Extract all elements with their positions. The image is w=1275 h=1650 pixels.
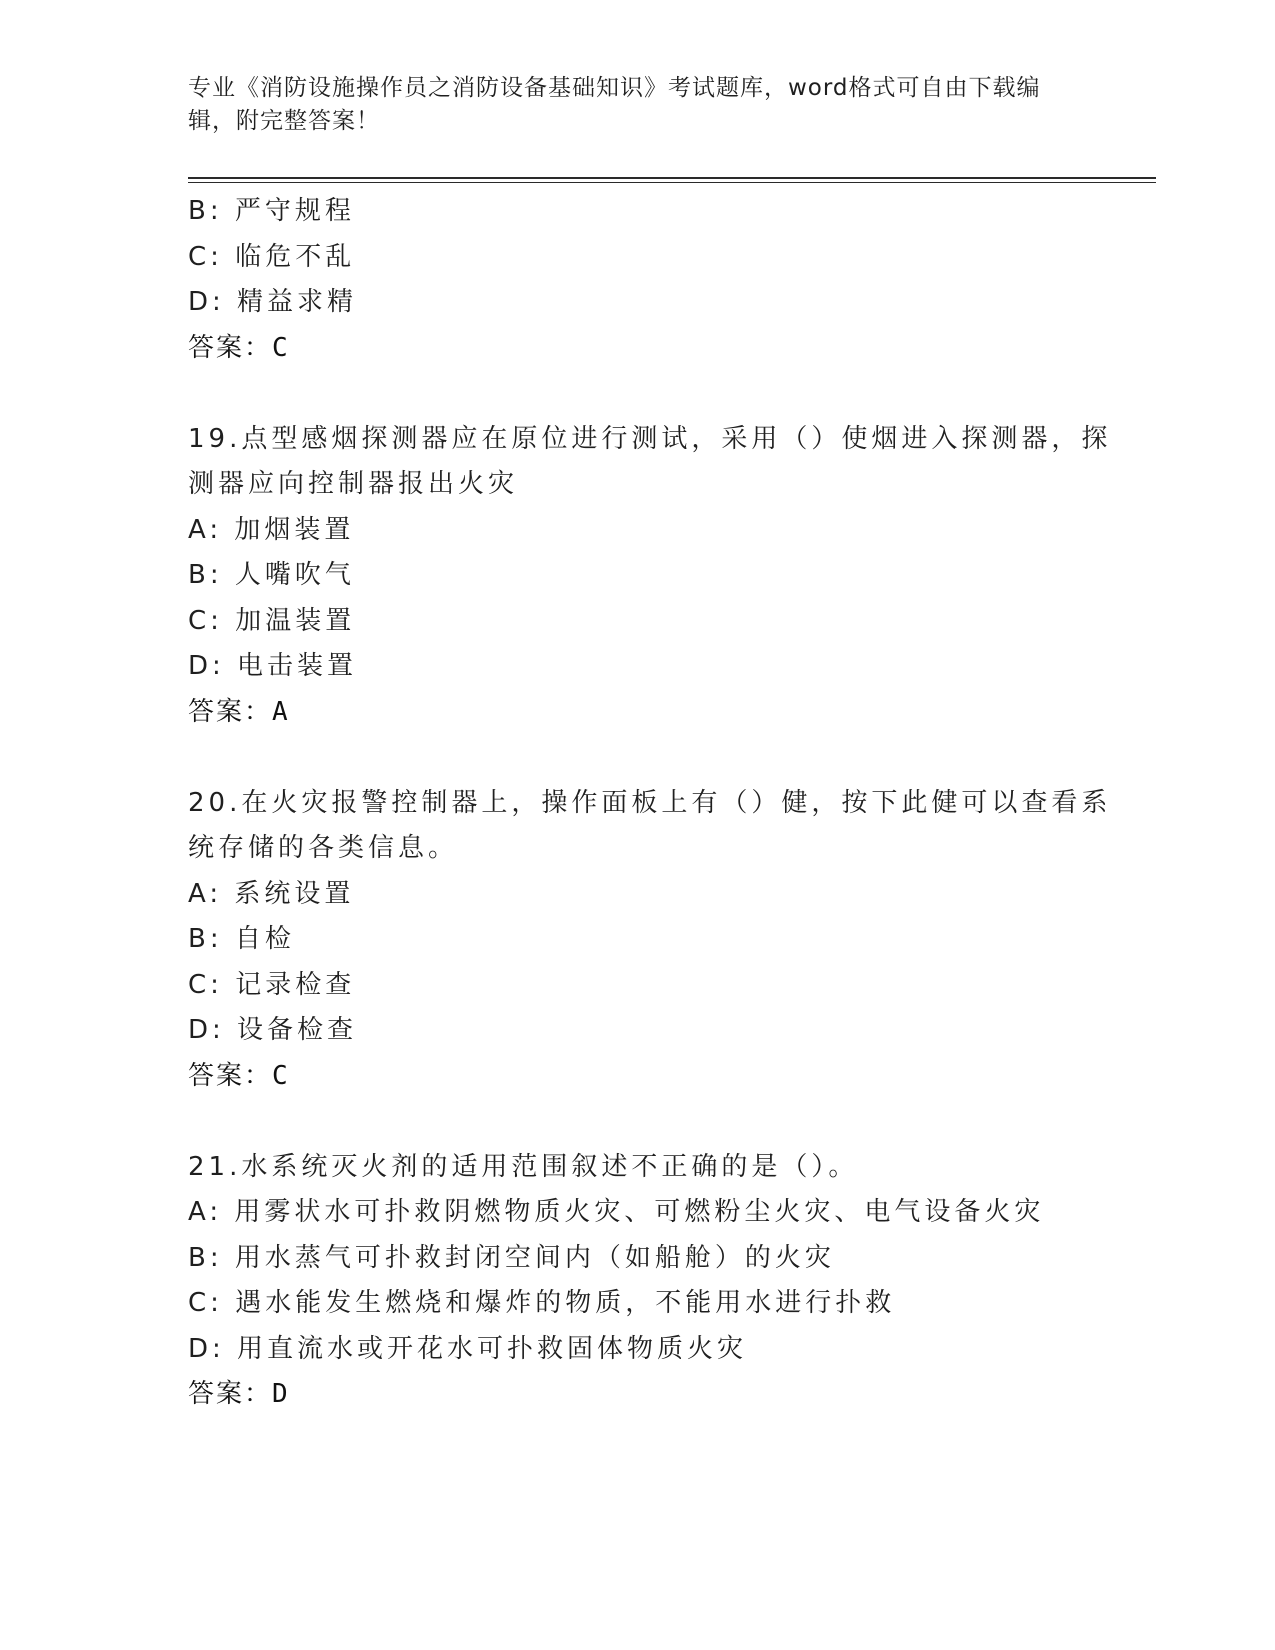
option-label: D: <box>188 1015 225 1045</box>
option-d <box>188 280 1088 326</box>
question-stem-line: 21.水系统灭火剂的适用范围叙述不正确的是（）。 <box>188 1151 859 1182</box>
option-d <box>188 644 1088 690</box>
option-label: A: <box>188 1197 223 1227</box>
option-label: D: <box>188 1333 225 1364</box>
answer-label: 答案： <box>188 1379 273 1409</box>
option-label: C: <box>188 1288 223 1318</box>
option-text: 用水蒸气可扑救封闭空间内（如船舱）的火灾 <box>234 1242 835 1273</box>
answer-line <box>188 1054 1088 1100</box>
option-label: B: <box>188 196 223 226</box>
question-block <box>188 417 1112 736</box>
option-text: 临危不乱 <box>235 241 356 272</box>
option-text: 自检 <box>234 924 295 954</box>
option-label: C: <box>188 241 223 272</box>
header-divider-thin <box>188 182 1156 183</box>
option-d <box>188 1008 1088 1054</box>
option-text: 用直流水或开花水可扑救固体物质火灾 <box>237 1333 748 1364</box>
option-b <box>188 917 1088 963</box>
option-c <box>188 963 1088 1009</box>
option-text: 电击装置 <box>237 651 358 681</box>
option-text: 严守规程 <box>234 196 355 226</box>
question-stem-line: 19.点型感烟探测器应在原位进行测试，采用（）使烟进入探测器，探 <box>188 423 1112 454</box>
option-label: A: <box>188 514 223 545</box>
answer-label: 答案： <box>188 332 273 363</box>
spacer <box>188 371 1088 417</box>
option-label: A: <box>188 878 223 909</box>
option-text: 精益求精 <box>237 287 358 317</box>
option-text: 加温装置 <box>235 605 356 636</box>
option-label: D: <box>188 287 225 317</box>
option-text: 加烟装置 <box>234 514 355 545</box>
header-divider-thick <box>188 177 1156 179</box>
option-c <box>188 1281 1088 1327</box>
answer-line <box>188 326 1088 372</box>
question-block <box>188 1145 1088 1418</box>
answer-line <box>188 690 1088 736</box>
answer-key: D <box>272 1379 288 1409</box>
option-label: D: <box>188 651 225 681</box>
answer-key: C <box>272 1060 288 1091</box>
spacer <box>188 735 1088 781</box>
option-c <box>188 235 1088 281</box>
option-text: 人嘴吹气 <box>234 560 355 590</box>
answer-key: A <box>272 696 288 727</box>
answer-key: C <box>272 332 288 363</box>
option-d <box>188 1327 1088 1373</box>
option-text: 记录检查 <box>235 969 356 1000</box>
option-a <box>188 1190 1088 1236</box>
option-c <box>188 599 1088 645</box>
prev-question-block <box>188 189 1088 371</box>
option-text: 遇水能发生燃烧和爆炸的物质，不能用水进行扑救 <box>235 1288 896 1318</box>
spacer <box>188 1099 1088 1145</box>
answer-label: 答案： <box>188 1060 273 1091</box>
option-b <box>188 189 1088 235</box>
option-b <box>188 1236 1088 1282</box>
question-stem-line: 测器应向控制器报出火灾 <box>188 469 519 499</box>
option-label: C: <box>188 605 223 636</box>
option-text: 设备检查 <box>237 1015 358 1045</box>
option-b <box>188 553 1088 599</box>
answer-label: 答案： <box>188 696 273 727</box>
page-header: 专业《消防设施操作员之消防设备基础知识》考试题库，word格式可自由下载编辑，附完整答案！ <box>188 75 1041 134</box>
option-text: 用雾状水可扑救阴燃物质火灾、可燃粉尘火灾、电气设备火灾 <box>234 1197 1045 1227</box>
option-text: 系统设置 <box>234 878 355 909</box>
option-a <box>188 872 1088 918</box>
answer-line <box>188 1372 1088 1418</box>
question-stem-line: 20.在火灾报警控制器上，操作面板上有（）健，按下此健可以查看系 <box>188 787 1112 818</box>
question-content <box>188 189 1112 1418</box>
question-block <box>188 781 1112 1100</box>
option-label: B: <box>188 1242 223 1273</box>
question-stem-line: 统存储的各类信息。 <box>188 833 459 863</box>
option-label: B: <box>188 924 223 954</box>
option-label: C: <box>188 969 223 1000</box>
option-label: B: <box>188 560 223 590</box>
option-a <box>188 508 1088 554</box>
